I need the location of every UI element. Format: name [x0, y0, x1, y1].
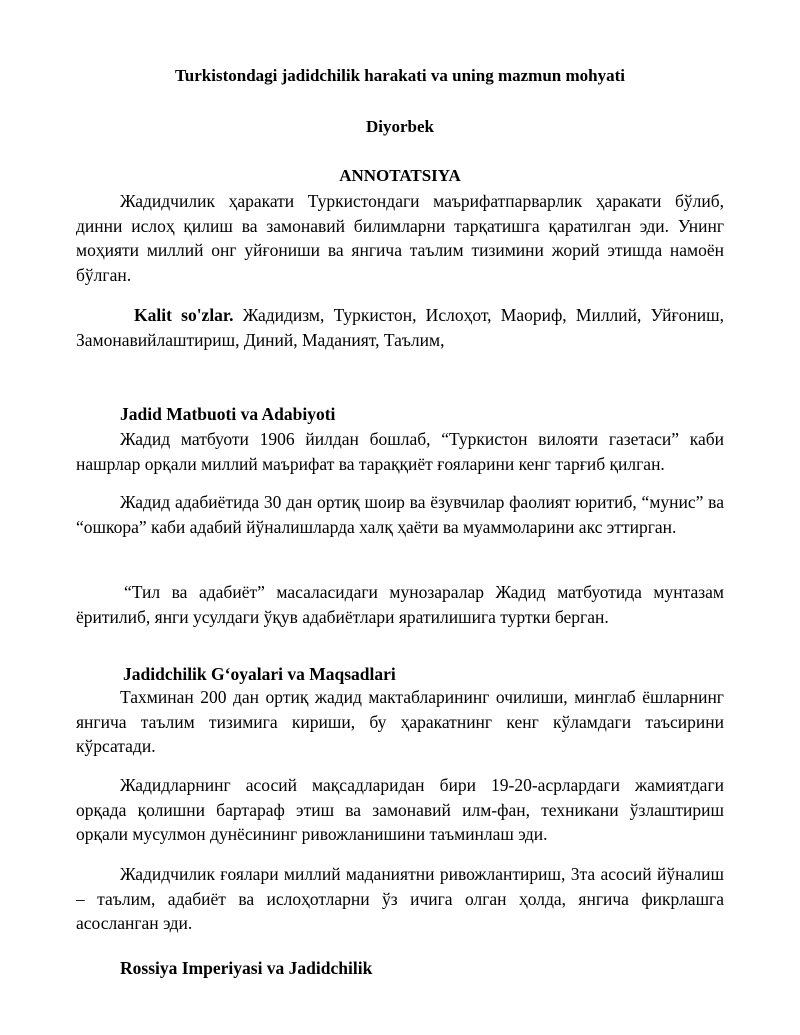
section-paragraph-block	[76, 490, 724, 539]
section-paragraph: “Тил ва адабиёт” масаласидаги мунозаралар Жадид матбуотида мунтазам ёритилиб, янги усулдаги ўқув адабиётлари яратилишига туртки берган.	[76, 582, 724, 627]
section-heading: Jadid Matbuoti va Adabiyoti	[120, 404, 336, 424]
section-paragraph: Тахминан 200 дан ортиқ жадид мактабларининг очилиши, минглаб ёшларнинг янгича таълим тизимига кириши, бу ҳаракатнинг кенг кўламдаги таъсирини кўрсатади.	[76, 687, 724, 756]
section-paragraph: Жадидчилик ғоялари миллий маданиятни ривожлантириш, 3та асосий йўналиш – таълим, адабиёт ва ислоҳотларни ўз ичига олган ҳолда, янгича фикрлашга асосланган эди.	[76, 864, 724, 933]
section-paragraph-block	[76, 773, 724, 847]
section-heading: Rossiya Imperiyasi va Jadidchilik	[120, 958, 373, 978]
annotation-paragraph: Жадидчилик ҳаракати Туркистондаги маърифатпарварлик ҳаракати бўлиб, динни ислоҳ қилиш ва замонавий билимларни тарқатишга қаратилган эди. Унинг моҳияти миллий онг уйғониши ва янгича таълим тизимини жорий этишда намоён бўлган.	[76, 191, 724, 285]
keywords-list: Жадидизм, Туркистон, Ислоҳот, Маориф, Миллий, Уйғониш, Замонавийлаштириш, Диний, Маданият, Таълим,	[76, 305, 725, 350]
annotation-block	[76, 189, 724, 287]
keywords-paragraph	[76, 303, 724, 352]
keywords-label: Kalit so'zlar.	[134, 305, 234, 325]
section-paragraph-block	[76, 580, 724, 629]
author-name: Diyorbek	[366, 117, 434, 136]
annotation-heading: ANNOTATSIYA	[339, 166, 461, 185]
section-paragraph: Жадид матбуоти 1906 йилдан бошлаб, “Туркистон вилояти газетаси” каби нашрлар орқали миллий маърифат ва тараққиёт ғояларини кенг тарғиб қилган.	[76, 429, 724, 474]
section-heading: Jadidchilik G‘oyalari va Maqsadlari	[123, 664, 396, 684]
section-paragraph: Жадид адабиётида 30 дан ортиқ шоир ва ёзувчилар фаолият юритиб, “мунис” ва “ошкора” каби адабий йўналишларда халқ ҳаёти ва муаммоларини акс эттирган.	[76, 492, 724, 537]
section-paragraph-block	[76, 427, 724, 476]
section-paragraph: Жадидларнинг асосий мақсадларидан бири 19-20-асрлардаги жамиятдаги орқада қолишни бартараф этиш ва замонавий илм-фан, техникани ўзлаштириш орқали мусулмон дунёсининг ривожланишини таъминлаш эди.	[76, 775, 724, 844]
section-paragraph-block	[76, 685, 724, 759]
document-title: Turkistondagi jadidchilik harakati va uning mazmun mohyati	[175, 66, 625, 85]
keywords-block	[76, 303, 724, 352]
section-paragraph-block	[76, 862, 724, 936]
